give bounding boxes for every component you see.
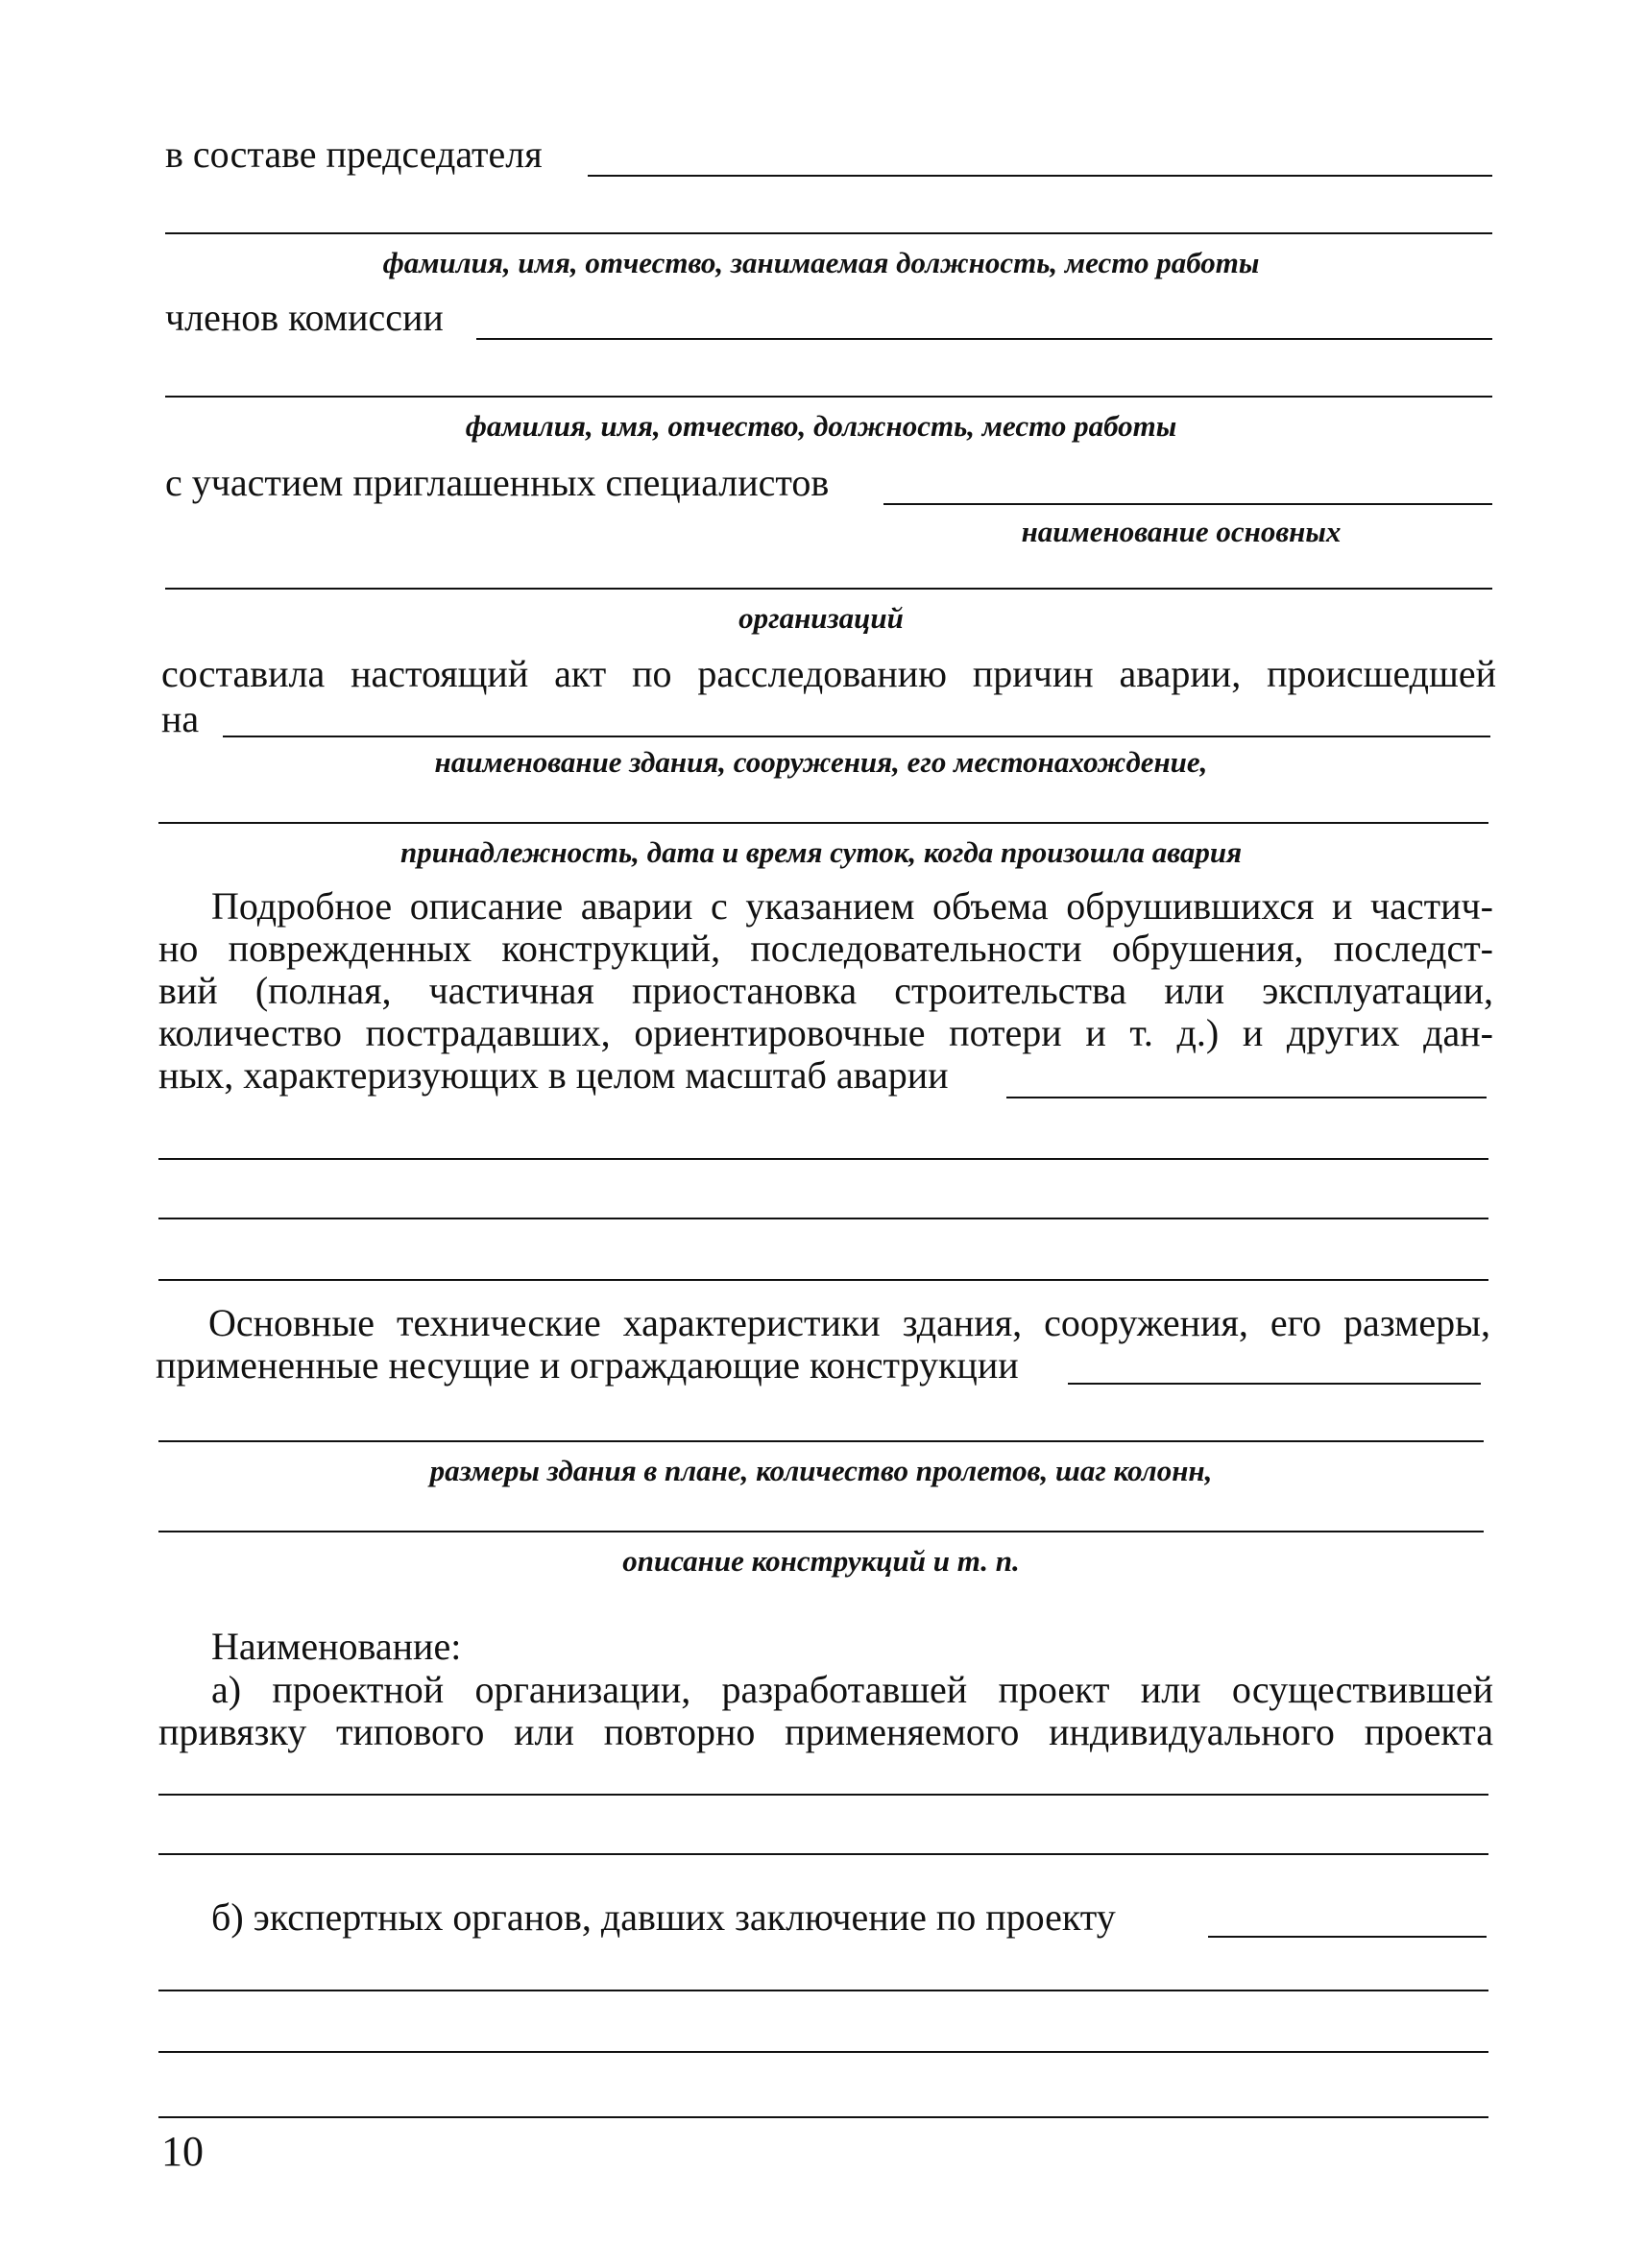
- naming-a-input-line[interactable]: [158, 1794, 1488, 1796]
- description-paragraph: [158, 885, 1493, 1097]
- naming-title: Наименование:: [211, 1625, 462, 1668]
- description-line: ных, характеризующих в целом масштаб аварии: [158, 1053, 949, 1097]
- description-line: количество пострадавших, ориентировочные потери и т. д.) и других дан-: [158, 1011, 1493, 1054]
- act-line-2: на: [161, 697, 200, 740]
- chairman-label: в составе председателя: [165, 133, 543, 176]
- technical-input-line[interactable]: [1068, 1383, 1481, 1385]
- description-input-line[interactable]: [1006, 1097, 1487, 1098]
- technical-hint-1: размеры здания в плане, количество пролетов, шаг колонн,: [429, 1454, 1213, 1487]
- specialists-hint-2: организаций: [738, 601, 904, 635]
- specialists-hint-1: наименование основных: [1021, 515, 1342, 548]
- specialists-label: с участием приглашенных специалистов: [165, 461, 830, 504]
- description-line: но поврежденных конструкций, последовательности обрушения, последст-: [158, 927, 1493, 970]
- act-line-1: составила настоящий акт по расследованию причин аварии, происшедшей: [161, 652, 1496, 695]
- members-input-line-2[interactable]: [165, 396, 1492, 398]
- chairman-input-line[interactable]: [588, 175, 1492, 177]
- object-input-line[interactable]: [223, 736, 1490, 737]
- members-hint: фамилия, имя, отчество, должность, место работы: [465, 409, 1177, 443]
- object-input-line-2[interactable]: [158, 822, 1488, 824]
- technical-hint-2: описание конструкций и т. п.: [622, 1544, 1020, 1578]
- description-line: Подробное описание аварии с указанием объема обрушившихся и частич-: [211, 884, 1493, 928]
- naming-a-paragraph: [158, 1669, 1493, 1753]
- naming-a-line: а) проектной организации, разработавшей проект или осуществившей: [211, 1668, 1493, 1711]
- specialists-input-line-2[interactable]: [165, 588, 1492, 590]
- act-statement: [161, 653, 1496, 695]
- object-hint-1: наименование здания, сооружения, его местонахождение,: [434, 745, 1208, 779]
- naming-a-input-line-2[interactable]: [158, 1853, 1488, 1855]
- naming-b-input-line-3[interactable]: [158, 2051, 1488, 2053]
- technical-line: Основные технические характеристики здания, сооружения, его размеры,: [208, 1301, 1490, 1344]
- chairman-hint: фамилия, имя, отчество, занимаемая должность, место работы: [382, 246, 1260, 279]
- technical-input-line-2[interactable]: [158, 1440, 1484, 1442]
- description-input-line-4[interactable]: [158, 1279, 1488, 1281]
- naming-b-label: б) экспертных органов, давших заключение по проекту: [211, 1895, 1116, 1939]
- members-input-line[interactable]: [476, 338, 1492, 340]
- members-label: членов комиссии: [165, 296, 444, 339]
- description-input-line-2[interactable]: [158, 1158, 1488, 1160]
- specialists-input-line[interactable]: [883, 503, 1492, 505]
- object-hint-2: принадлежность, дата и время суток, когда произошла авария: [399, 835, 1243, 869]
- technical-input-line-3[interactable]: [158, 1531, 1484, 1532]
- naming-b-input-line-4[interactable]: [158, 2116, 1488, 2118]
- page-number: 10: [161, 2128, 204, 2175]
- technical-line: примененные несущие и ограждающие конструкции: [156, 1343, 1019, 1387]
- naming-b-input-line-2[interactable]: [158, 1990, 1488, 1991]
- description-input-line-3[interactable]: [158, 1218, 1488, 1219]
- technical-paragraph: [156, 1302, 1490, 1387]
- description-line: вий (полная, частичная приостановка строительства или эксплуатации,: [158, 969, 1493, 1012]
- naming-b-input-line[interactable]: [1208, 1936, 1487, 1938]
- naming-a-line: привязку типового или повторно применяемого индивидуального проекта: [158, 1710, 1493, 1753]
- chairman-input-line-2[interactable]: [165, 232, 1492, 234]
